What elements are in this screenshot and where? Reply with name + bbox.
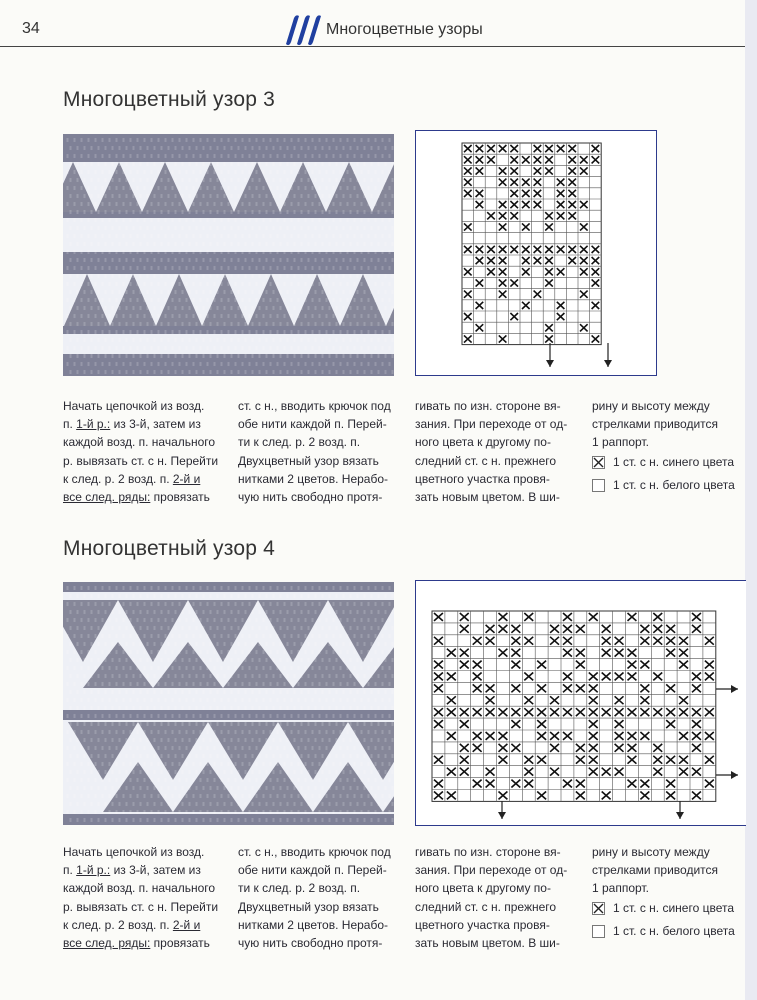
text-run: чую нить свободно протя- [238,936,383,951]
text-run: провязать [150,936,210,951]
underlined-term: все след. ряды: [63,490,151,505]
text-run: рину и высоту между [592,399,710,413]
text-line [415,488,585,506]
text-run: следний ст. с н. прежнего [415,453,557,468]
pattern-3-photo [63,134,394,376]
text-line [592,861,742,879]
repeat-arrow-icon [716,771,738,779]
text-run: 1 раппорт. [592,881,649,896]
text-run: ти к след. р. 2 возд. п. [238,881,361,896]
text-line [63,397,233,415]
text-run: каждой возд. п. начального [63,881,216,896]
underlined-term: все след. ряды: [63,936,151,951]
pattern-4-text-col-3 [415,843,585,952]
text-run: из 3-й, затем из [110,863,201,878]
text-line [415,843,585,861]
text-line [238,879,408,897]
text-line [63,898,233,916]
text-run: ного цвета к другому по- [415,435,551,450]
repeat-arrow-icon [498,801,506,819]
text-run: Двухцветный узор вязать [238,899,379,914]
text-line [415,452,585,470]
header-divider [0,46,745,47]
logo-stripes-icon [280,14,322,46]
text-line [415,397,585,415]
pattern-3-chart [416,131,656,375]
text-run: гивать по изн. стороне вя- [415,845,561,859]
repeat-arrow-icon [676,801,684,819]
legend-label: 1 ст. с н. белого цвета [613,924,735,938]
text-line [63,470,233,488]
repeat-arrow-icon [546,343,554,367]
text-line [63,843,233,861]
text-line [63,433,233,451]
legend-cross-icon [592,902,605,915]
text-line [592,433,742,451]
legend-label: 1 ст. с н. синего цвета [613,901,735,915]
page-number: 34 [22,20,40,37]
text-line [238,861,408,879]
legend-row-white [592,475,742,495]
text-line [63,916,233,934]
repeat-arrow-icon [716,685,738,693]
text-line [592,415,742,433]
pattern-3-chart-frame [415,130,657,376]
text-line [415,898,585,916]
text-run: ст. с н., вводить крючок под [238,845,391,859]
text-line [238,916,408,934]
text-line [415,879,585,897]
text-line [63,488,233,506]
legend-row-white [592,921,742,941]
text-line [415,861,585,879]
text-run: обе нити каждой п. Перей- [238,863,387,878]
underlined-term: 1-й р.: [76,863,111,878]
text-run: к след. р. 2 возд. п. [63,471,173,486]
pattern-4-title: Многоцветный узор 4 [63,537,276,560]
underlined-term: 2-й и [172,917,201,932]
text-line [592,397,742,415]
text-run: чую нить свободно протя- [238,490,383,505]
text-run: к след. р. 2 возд. п. [63,917,173,932]
text-run: зать новым цветом. В ши- [415,490,560,505]
text-run: зания. При переходе от од- [415,417,568,432]
text-run: рину и высоту между [592,845,710,859]
legend-empty-icon [592,925,605,938]
text-line [63,934,233,952]
legend-label: 1 ст. с н. синего цвета [613,455,735,469]
text-line [415,934,585,952]
legend-row-blue [592,898,742,918]
text-line [238,934,408,952]
text-line [238,415,408,433]
pattern-3-text-col-2 [238,397,408,506]
text-line [63,415,233,433]
text-run: цветного участка провя- [415,917,550,932]
legend-row-blue [592,452,742,472]
text-line [238,843,408,861]
text-line [238,898,408,916]
repeat-arrow-icon [604,343,612,367]
text-run: ного цвета к другому по- [415,881,551,896]
text-line [63,452,233,470]
text-run: каждой возд. п. начального [63,435,216,450]
text-run: Начать цепочкой из возд. [63,845,205,859]
text-run: р. вывязать ст. с н. Перейти [63,453,219,468]
pattern-4-photo [63,582,394,825]
text-run: Начать цепочкой из возд. [63,399,205,413]
text-run: нитками 2 цветов. Нерабо- [238,471,389,486]
text-line [415,470,585,488]
text-line [238,397,408,415]
pattern-4-text-col-4 [592,843,742,898]
text-line [238,470,408,488]
text-run: из 3-й, затем из [110,417,201,432]
text-line [415,916,585,934]
text-run: зания. При переходе от од- [415,863,568,878]
text-run: стрелками приводится [592,863,719,878]
text-run: цветного участка провя- [415,471,550,486]
text-run: ти к след. р. 2 возд. п. [238,435,361,450]
text-line [63,861,233,879]
text-run: 1 раппорт. [592,435,649,450]
text-line [63,879,233,897]
text-run: провязать [150,490,210,505]
legend-cross-icon [592,456,605,469]
pattern-4-legend [592,898,742,941]
text-run: ст. с н., вводить крючок под [238,399,391,413]
pattern-3-text-col-4 [592,397,742,452]
pattern-4-text-col-1 [63,843,233,952]
section-title: Многоцветные узоры [326,21,483,38]
pattern-3-text-col-1 [63,397,233,506]
text-line [415,415,585,433]
text-run: нитками 2 цветов. Нерабо- [238,917,389,932]
pattern-4-chart-frame [415,580,746,826]
legend-label: 1 ст. с н. белого цвета [613,478,735,492]
text-line [238,433,408,451]
underlined-term: 2-й и [172,471,201,486]
text-line [238,452,408,470]
text-line [415,433,585,451]
pattern-4-chart [416,581,746,825]
pattern-4-text-col-2 [238,843,408,952]
legend-empty-icon [592,479,605,492]
text-run: следний ст. с н. прежнего [415,899,557,914]
text-run: п. [63,417,77,432]
pattern-3-text-col-3 [415,397,585,506]
text-line [592,843,742,861]
text-run: обе нити каждой п. Перей- [238,417,387,432]
text-line [592,879,742,897]
text-line [238,488,408,506]
page-edge [745,0,757,1000]
text-run: Двухцветный узор вязать [238,453,379,468]
text-run: гивать по изн. стороне вя- [415,399,561,413]
text-run: зать новым цветом. В ши- [415,936,560,951]
text-run: п. [63,863,77,878]
text-run: р. вывязать ст. с н. Перейти [63,899,219,914]
text-run: стрелками приводится [592,417,719,432]
underlined-term: 1-й р.: [76,417,111,432]
pattern-3-legend [592,452,742,495]
pattern-3-title: Многоцветный узор 3 [63,88,276,111]
